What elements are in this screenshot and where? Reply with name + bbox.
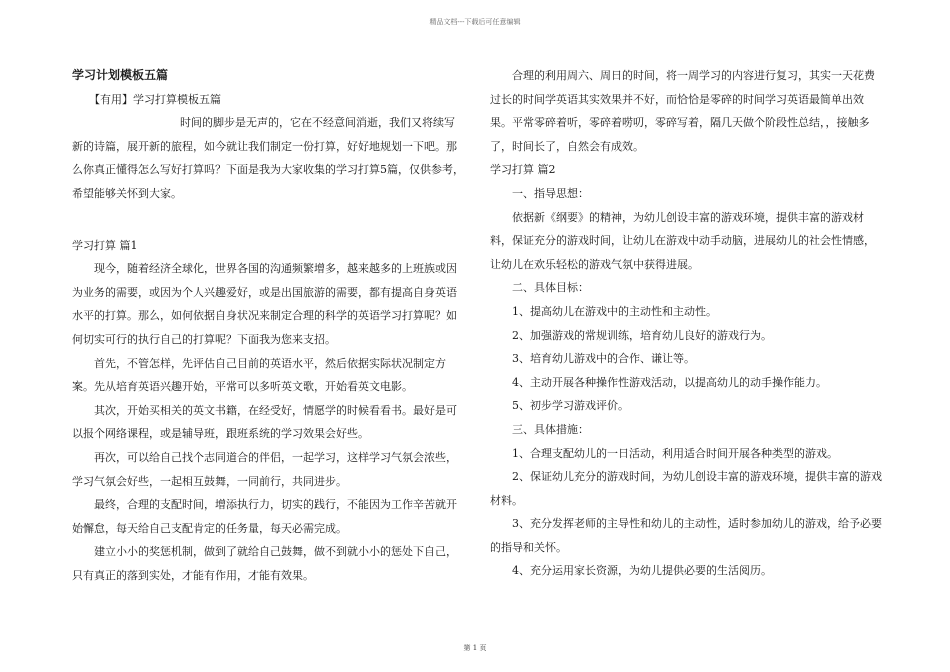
goal-item: 4、主动开展各种操作性游戏活动，以提高幼儿的动手操作能力。 [512, 375, 827, 389]
spacer [72, 206, 464, 234]
goals-heading: 二、具体目标： [512, 281, 589, 295]
paragraph: 再次，可以给自己找个志同道合的伴侣，一起学习，这样学习气氛会浓些，学习气氛会好些，一起相互鼓舞，一同前行，共同进步。 [72, 450, 457, 488]
document-subtitle: 【有用】学习打算模板五篇 [89, 92, 221, 106]
goal-item: 2、加强游戏的常规训练，培育幼儿良好的游戏行为。 [512, 328, 772, 342]
paragraph: 其次，开始买相关的英文书籍，在经受好，情愿学的时候看看书。最好是可以报个网络课程，或是辅导班，跟班系统的学习效果会好些。 [72, 403, 457, 441]
continuation-paragraph: 合理的利用周六、周日的时间，将一周学习的内容进行复习，其实一天花费过长的时间学英语其实效果并不好，而恰恰是零碎的时间学习英语最简单出效果。平常零碎着听，零碎着唠叨，零碎写着，隔几天做个阶段性总结，，接触多了，时间长了，自然会有成效。 [490, 69, 875, 153]
left-column [72, 64, 464, 587]
page-footer: 第 1 页 [463, 644, 487, 652]
right-column [490, 64, 882, 583]
measure-item: 3、充分发挥老师的主导性和幼儿的主动性，适时参加幼儿的游戏，给予必要的指导和关怀。 [490, 517, 882, 554]
measures-heading: 三、具体措施： [512, 422, 589, 436]
guiding-text: 依据新《纲要》的精神，为幼儿创设丰富的游戏环境，提供丰富的游戏材料，保证充分的游戏时间，让幼儿在游戏中动手动脑，进展幼儿的社会性情感，让幼儿在欢乐轻松的游戏气氛中获得进展。 [490, 210, 875, 271]
paragraph: 现今，随着经济全球化，世界各国的沟通频繁增多，越来越多的上班族或因为业务的需要，或因为个人兴趣爱好，或是出国旅游的需要，都有提高自身英语水平的打算。那么，如何依据自身状况来制定合理的科学的英语学习打算呢？如何切实可行的执行自己的打算呢？下面我为您来支招。 [72, 262, 457, 346]
section-2-title: 学习打算 篇2 [490, 163, 556, 177]
measure-item: 1、合理支配幼儿的一日活动，利用适合时间开展各种类型的游戏。 [512, 446, 838, 460]
page-header: 精品文档---下载后可任意编辑 [429, 18, 521, 26]
section-1-title: 学习打算 篇1 [72, 238, 138, 252]
goal-item: 1、提高幼儿在游戏中的主动性和主动性。 [512, 304, 717, 318]
goal-item: 3、培育幼儿游戏中的合作、谦让等。 [512, 352, 695, 366]
measure-item: 2、保证幼儿充分的游戏时间，为幼儿创设丰富的游戏环境，提供丰富的游戏材料。 [490, 470, 882, 507]
document-title: 学习计划模板五篇 [72, 68, 169, 82]
paragraph: 建立小小的奖惩机制，做到了就给自己鼓舞，做不到就小小的惩处下自己，只有真正的落到实处，才能有作用，才能有效果。 [72, 545, 457, 582]
goal-item: 5、初步学习游戏评价。 [512, 399, 629, 413]
measure-item: 4、充分运用家长资源，为幼儿提供必要的生活阅历。 [512, 564, 772, 578]
intro-paragraph: 时间的脚步是无声的，它在不经意间消逝，我们又将续写新的诗篇，展开新的旅程，如今就让我们制定一份打算，好好地规划一下吧。那么你真正懂得怎么写好打算吗？下面是我为大家收集的学习打算5篇，仅供参考，希望能够关怀到大家。 [72, 116, 464, 200]
guiding-heading: 一、指导思想： [512, 186, 589, 200]
paragraph: 最终，合理的支配时间，增添执行力，切实的践行，不能因为工作辛苦就开始懈怠，每天给自己支配肯定的任务量，每天必需完成。 [72, 498, 457, 535]
paragraph: 首先，不管怎样，先评估自己目前的英语水平，然后依据实际状况制定方案。先从培育英语兴趣开始，平常可以多听英文歌，开始看英文电影。 [72, 356, 446, 394]
